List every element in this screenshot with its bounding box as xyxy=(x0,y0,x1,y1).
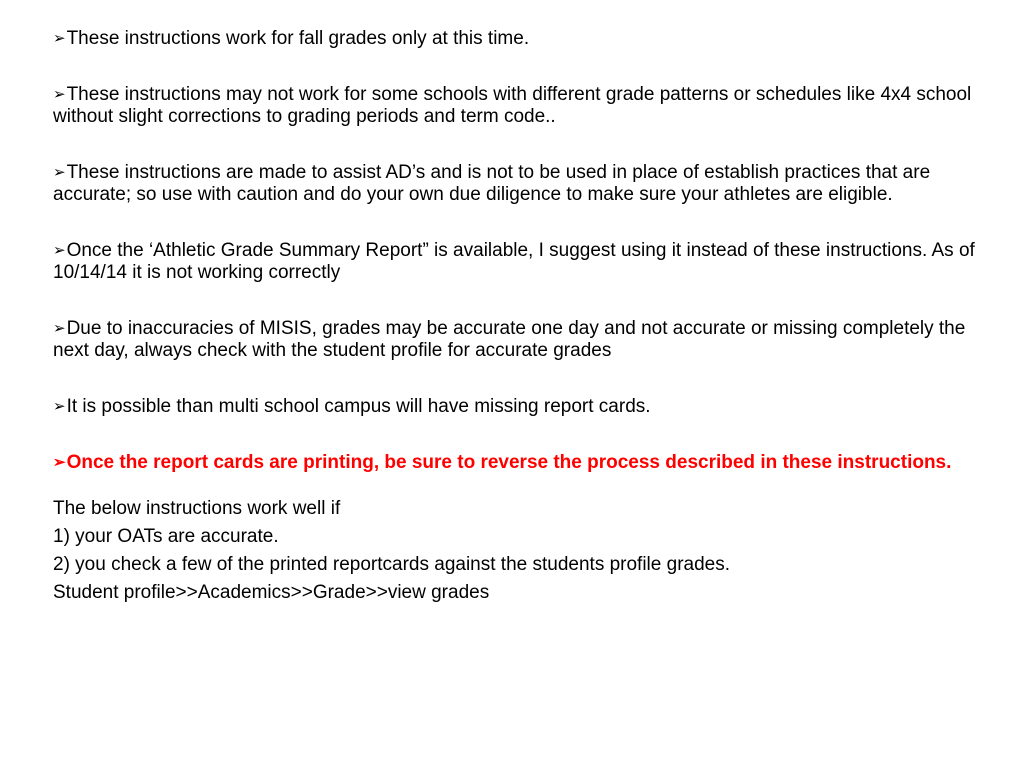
instructions-condition-1: 1) your OATs are accurate. xyxy=(53,526,279,547)
bullet-item-fall-grades xyxy=(53,28,984,50)
arrow-bullet-icon: ➢ xyxy=(53,398,66,415)
bullet-text: Once the report cards are printing, be sure to reverse the process described in these instructions. xyxy=(66,452,952,473)
instructions-condition-2: 2) you check a few of the printed reportcards against the students profile grades. xyxy=(53,554,730,575)
bullet-text: These instructions work for fall grades only at this time. xyxy=(66,28,530,49)
bullet-item-athletic-report xyxy=(53,240,984,284)
bullet-text: Once the ‘Athletic Grade Summary Report” is available, I suggest using it instead of these instructions. As of 10/14/14 it is not working correctly xyxy=(53,240,975,283)
bullet-text: These instructions are made to assist AD’s and is not to be used in place of establish practices that are accurate; so use with caution and do your own due diligence to make sure your athletes are eligible. xyxy=(53,162,931,205)
arrow-bullet-icon: ➢ xyxy=(53,86,66,103)
arrow-bullet-icon: ➢ xyxy=(53,320,66,337)
bullet-text: It is possible than multi school campus will have missing report cards. xyxy=(66,396,651,417)
arrow-bullet-icon: ➢ xyxy=(53,30,66,47)
instructions-intro: The below instructions work well if xyxy=(53,498,341,519)
bullet-item-reverse-process-warning xyxy=(53,452,984,474)
bullet-text: These instructions may not work for some schools with different grade patterns or schedules like 4x4 school without slight corrections to grading periods and term code.. xyxy=(53,84,972,127)
arrow-bullet-icon: ➢ xyxy=(53,242,66,259)
bullet-item-assist-ads xyxy=(53,162,984,206)
student-profile-path: Student profile>>Academics>>Grade>>view grades xyxy=(53,582,490,603)
arrow-bullet-icon: ➢ xyxy=(53,164,66,181)
bullet-text: Due to inaccuracies of MISIS, grades may be accurate one day and not accurate or missing completely the next day, always check with the student profile for accurate grades xyxy=(53,318,966,361)
bullet-item-multi-school xyxy=(53,396,984,418)
arrow-bullet-icon: ➢ xyxy=(53,454,66,471)
bullet-item-grade-patterns xyxy=(53,84,984,128)
bullet-item-misis-inaccuracies xyxy=(53,318,984,362)
